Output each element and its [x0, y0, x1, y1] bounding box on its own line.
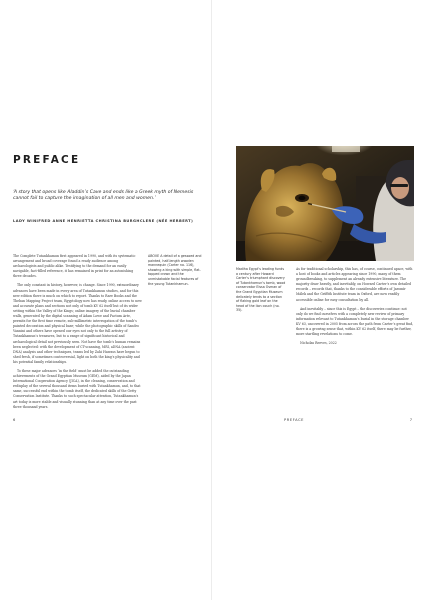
page-number-left: 6	[13, 418, 16, 422]
paragraph: To these major advances ‘in the field’ must be added the outstanding achievements of the Grand Egyptian Museum (GEM), aided by the Japan International Cooperation Agency (JICA), in the cleaning, conservation and redisplay of the several thousand items buried with Tutankhamun, and, to that same, successful end within the tomb itself, the dedicated skills of the Getty Conservation Institute. Thanks to such spectacular attention, Tutankhamun’s art today is more stable and visually stunning than at any time over the past three thousand years.	[13, 368, 141, 409]
figure-caption-above: ABOVE A detail of a gessoed and painted, half-length wooden mannequin (Carter no. 116), showing a king with simple, flat-topped crown and the unmistakable facial features of the young Tutankhamun.	[148, 254, 202, 286]
gutter-divider	[211, 0, 212, 600]
body-text-right	[296, 267, 414, 350]
epigraph-attribution: LADY WINIFRED ANNE HENRIETTA CHRISTINA BURGHCLERE (NÉE HERBERT)	[13, 219, 194, 223]
author-signature: Nicholas Reeves, 2022	[300, 341, 337, 346]
paragraph: The only constant in history, however, is change. Since 1990, extraordinary advances have been made in every area of Tutankhamun studies, and for this new edition there is much on which to report. Thanks to Rare Books and the Theban Mapping Project team, Egyptology now has ready, online access to new and accurate plans and sections not only of tomb KV 62 itself but of its wider setting within the Valley of the Kings; online imagery of the burial chamber walls, generated by the digital scanning of Adam Lowe and Factum Arte, permits for the first time remote, sub-millimetric interrogation of the tomb’s painted decoration and physical base; while the photographic skills of Sandro Vannini and others have opened our eyes not only to the full artistry of Tutankhamun’s treasures, but to a range of significant historical and archaeological detail not previously seen. Not have the tomb’s human remains been neglected: with the development of CT-scanning, MRI, aDNA (ancient DNA) analysis and other techniques, teams led by Zahi Hawass have begun to shed fresh, if sometimes controversial, light on both the king’s physicality and his potential family relationships.	[13, 283, 142, 364]
paragraph: As for traditional scholarship, this has, of course, continued apace, with a host of books and articles appearing since 1990, many of them groundbreaking, to supplement an already extensive literature. The majority draw heavily, and inevitably, on Howard Carter’s own detailed records – records that, thanks to the considerable efforts of Jaromír Málek and the Griffith Institute team in Oxford, are now readily accessible online for easy consultation by all.	[296, 267, 413, 302]
figure-caption-photo: Madiha Egypt’s leading funds a century after Howard Carter’s triumphant discovery of Tutankhamun’s tomb, wood conservator Eissa Osman of the Grand Egyptian Museum delicately tends to a section of flaking gold leaf on the head of the lion couch (no. 35).	[236, 267, 286, 313]
page-title: PREFACE	[13, 154, 81, 166]
paragraph: And inevitably – since this is Egypt – the discoveries continue: not only do we find ourselves with a completely new review of primary information relevant to Tutankhamun’s burial in the storage chamber KV 63, uncovered in 2005 from across the path from Carter’s great find, there is a growing sense that, within KV 62 itself, there may be further, more startling revelations to come.	[296, 306, 414, 337]
paragraph: The Complete Tutankhamun first appeared in 1990, and with its systematic arrangement and broad coverage found a ready audience among archaeologists and public alike. Testifying to the demand for an easily navigable, fact-filled reference, it has remained in print for an astonishing three decades.	[13, 254, 136, 279]
page-number-right: 7	[409, 418, 412, 422]
body-text-left	[13, 254, 142, 414]
running-head: PREFACE	[284, 418, 305, 422]
epigraph-quote: ‘A story that opens like Aladdin’s Cave and ends like a Greek myth of Nemesis cannot fail to capture the imagination of all men and women.’	[13, 190, 194, 202]
conservation-photo	[236, 146, 414, 261]
